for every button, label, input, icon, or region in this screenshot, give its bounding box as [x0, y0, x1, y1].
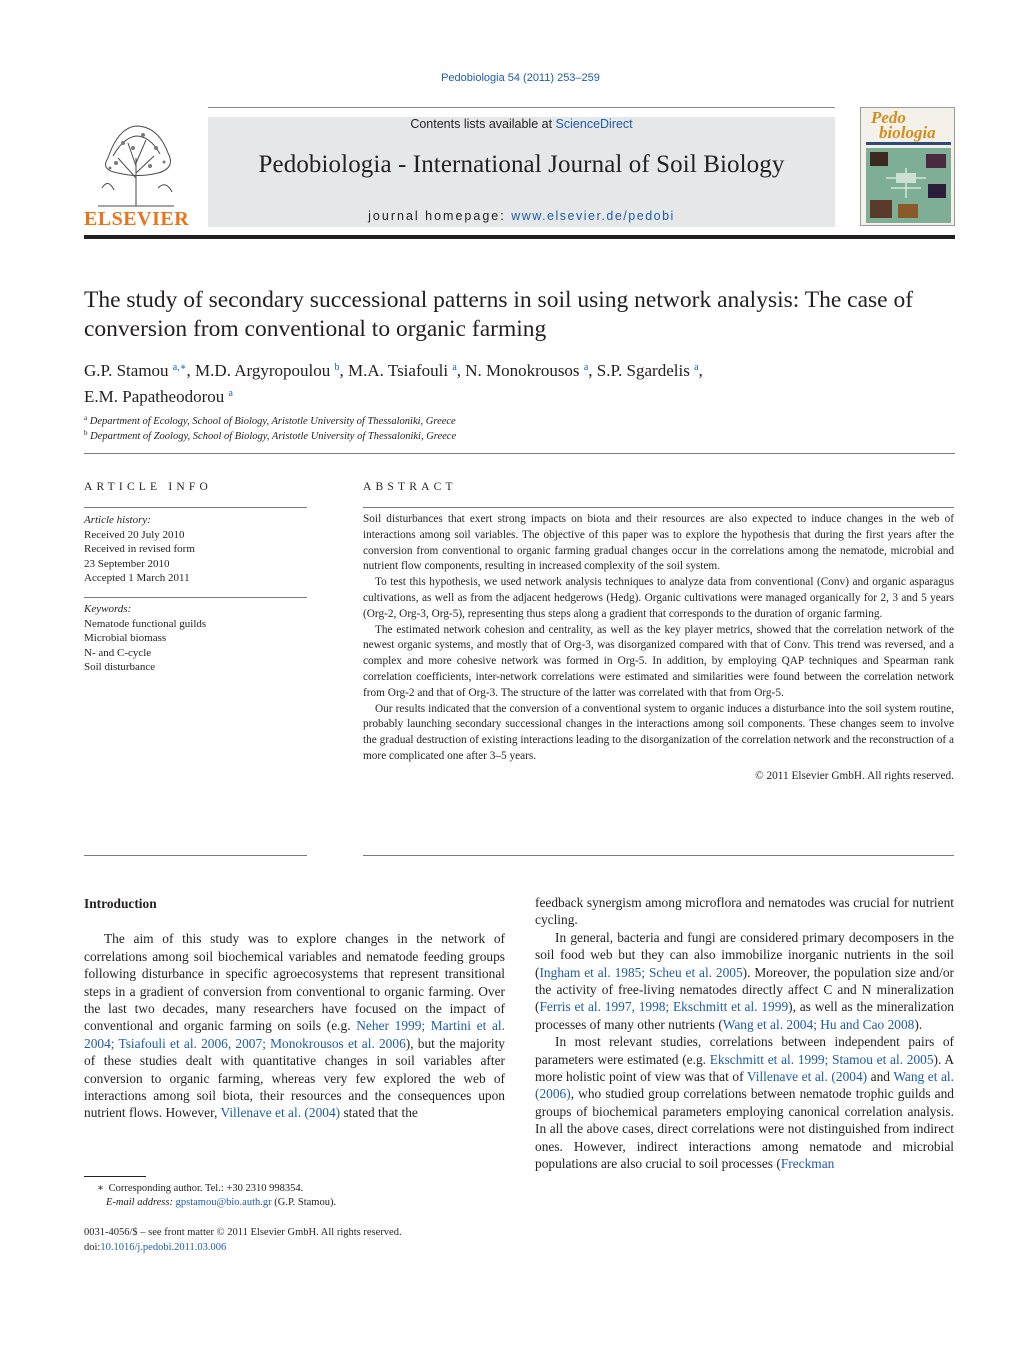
citation-link[interactable]: Villenave et al. (2004) — [220, 1105, 341, 1121]
keywords — [84, 602, 206, 675]
article-info-heading: ARTICLE INFO — [84, 481, 212, 493]
email-label: E-mail address: — [106, 1197, 173, 1208]
body-right-column — [535, 894, 954, 1173]
doi-link[interactable]: 10.1016/j.pedobi.2011.03.006 — [100, 1242, 227, 1253]
citation-link[interactable]: Villenave et al. (2004) — [746, 1069, 868, 1085]
cover-title-part2: biologia — [879, 123, 936, 142]
copyright-notice: © 2011 Elsevier GmbH. All rights reserved. — [755, 769, 954, 782]
article-info-rule — [84, 507, 307, 508]
contents-line — [208, 117, 835, 131]
affiliation-divider — [84, 453, 955, 454]
author-affiliation-mark[interactable]: a,∗ — [172, 362, 187, 373]
keywords-rule — [84, 597, 307, 598]
author-affiliation-mark[interactable]: a — [583, 362, 589, 373]
contents-prefix: Contents lists available at — [410, 117, 553, 131]
journal-masthead — [208, 117, 835, 227]
article-history — [84, 513, 195, 586]
author-affiliation-mark[interactable]: a — [228, 388, 233, 399]
abstract-paragraph: Soil disturbances that exert strong impacts on biota and their resources are also expected to induce changes in the web of interactions among soil variables. The objective of this paper was to explore the hypothesis that during the first years after the conversion from conventional to organic farming gradual changes occur in the correlations among the nematode, microbial and nutrient flow components, resulting in increased complexity of the soil system. — [363, 513, 954, 573]
author-list — [84, 356, 964, 408]
email-note: E-mail address: gpstamou@bio.auth.gr (G.P. Stamou). — [106, 1197, 337, 1208]
citation-link[interactable]: Wang et al. (2006) — [535, 1069, 954, 1102]
history-item: 23 September 2010 — [84, 557, 170, 570]
author: M.A. Tsiafouli $^a$, — [348, 361, 466, 380]
section-heading-introduction: Introduction — [84, 896, 157, 911]
history-item: Received in revised form — [84, 543, 195, 555]
history-item: Received 20 July 2010 — [84, 528, 185, 541]
citation-link[interactable]: Ferris et al. 1997, 1998; Ekschmitt et al. 1999 — [539, 999, 789, 1015]
history-item: Accepted 1 March 2011 — [84, 572, 190, 584]
abstract-paragraph: To test this hypothesis, we used network analysis techniques to analyze data from conventional (Conv) and organic asparagus cultivations, as well as from the adjacent hedgerows (Hedg). Organic cultivations were managed organically for 2, 3 and 5 years (Org-2, Org-3, Org-5), representing thus steps along a gradient that corresponds to the duration of organic farming. — [363, 576, 954, 620]
abstract-text — [363, 512, 954, 785]
abstract-paragraph: Our results indicated that the conversion of a conventional system to organic induces a disturbance into the soil system routine, probably launching secondary successional changes in the interactions among soil components. These changes seem to involve the gradual destruction of existing interactions leading to the disorganization of the correlation network and the reconstruction of a more complicated one after 3–5 years. — [363, 702, 954, 762]
keywords-label: Keywords: — [84, 603, 132, 615]
author: M.D. Argyropoulou $^b$, — [195, 361, 349, 380]
elsevier-wordmark: ELSEVIER — [84, 208, 190, 230]
journal-title: Pedobiologia - International Journal of Soil Biology — [258, 151, 785, 178]
issn-line: 0031-4056/$ – see front matter © 2011 Elsevier GmbH. All rights reserved. — [84, 1227, 402, 1238]
body-paragraph: In general, bacteria and fungi are considered primary decomposers in the soil food web but they can also immobilize inorganic nutrients in the soil (Ingham et al. 1985; Scheu et al. 2005). Moreover, the population size and/or the activity of free-living nematodes directly affect C and N mineralization (Ferris et al. 1997, 1998; Ekschmitt et al. 1999), as well as the mineralization processes of many other nutrients (Wang et al. 2004; Hu and Cao 2008). — [535, 929, 954, 1032]
cover-title-part1: Pedo — [871, 108, 906, 127]
citation-link[interactable]: Neher 1999; Martini et al. 2004; Tsiafouli et al. 2006, 2007; Monokrousos et al. 2006 — [84, 1018, 505, 1051]
cover-image — [866, 148, 951, 223]
history-label: Article history: — [84, 514, 151, 526]
body-left-column — [84, 893, 505, 1122]
sciencedirect-link[interactable]: ScienceDirect — [555, 117, 633, 131]
homepage-label: journal homepage: — [368, 209, 506, 223]
footnote-rule — [84, 1176, 146, 1177]
citation-link[interactable]: Wang et al. 2004; Hu and Cao 2008 — [722, 1016, 915, 1032]
author-affiliation-mark[interactable]: b — [334, 362, 340, 373]
masthead-top-rule — [208, 107, 835, 108]
doi-line: doi:10.1016/j.pedobi.2011.03.006 — [84, 1242, 227, 1253]
article-info-bottom-rule — [84, 855, 307, 856]
author: S.P. Sgardelis $^a$, — [596, 361, 703, 380]
abstract-paragraph: The estimated network cohesion and centrality, as well as the key player metrics, showed that the correlation network of the newest organic systems, and mostly that of Org-3, was disorganized compared with that of Conv. This trend was reversed, and a complex and more cohesive network was formed in Org-5. In addition, by employing QAP techniques and Spearman rank correlation coefficients, inter-network correlations were estimated and similarities were found between the correlation network from Org-2 and that of Org-3. The structure of the latter was correlated with that from Org-5. — [363, 623, 954, 699]
citation-link[interactable]: Ekschmitt et al. 1999; Stamou et al. 2005 — [709, 1051, 934, 1067]
corresponding-author-note: ∗ Corresponding author. Tel.: +30 2310 998354. — [84, 1182, 303, 1197]
affiliation-b: $^b$ Department of Zoology, School of Biology, Aristotle University of Thessaloniki, Greece — [84, 429, 457, 442]
journal-reference[interactable]: Pedobiologia 54 (2011) 253–259 — [441, 72, 600, 84]
header-thick-rule — [84, 235, 955, 239]
abstract-heading: ABSTRACT — [363, 481, 457, 493]
elsevier-tree-icon — [88, 118, 184, 210]
article-title: The study of secondary successional patterns in soil using network analysis: The case of conversion from conventional to organic farming — [84, 287, 914, 342]
author-affiliation-mark[interactable]: a — [452, 362, 457, 373]
author: E.M. Papatheodorou $^a$ — [84, 387, 233, 406]
body-paragraph: The aim of this study was to explore changes in the network of correlations among soil biochemical variables and nematode feeding groups following disturbance in specific agroecosystems that represent transitional steps in a gradient of conversion from conventional to organic farming. Over the last two decades, many researchers have focused on the impact of conventional and organic farming on soils (e.g. Neher 1999; Martini et al. 2004; Tsiafouli et al. 2006, 2007; Monokrousos et al. 2006), but the majority of these studies dealt with quantitative changes in soil variables after conversion to organic farming, whereas very few explored the web of interactions among soil biota, their resources and the consequences upon nutrient flows. However, Villenave et al. (2004) stated that the — [84, 931, 505, 1121]
footnote-mark: ∗ — [96, 1183, 104, 1194]
affiliation-a: $^a$ Department of Ecology, School of Biology, Aristotle University of Thessaloniki, Greece — [84, 414, 456, 427]
elsevier-logo — [84, 118, 188, 230]
body-paragraph: In most relevant studies, correlations between independent pairs of parameters were estimated (e.g. Ekschmitt et al. 1999; Stamou et al. 2005). A more holistic point of view was that of Villenave et al. (2004) and Wang et al. (2006), who studied group correlations between nematode trophic guilds and groups of biochemical parameters employing canonical correlation analysis. In all the above cases, direct correlations were not distinguished from indirect ones. However, indirect interactions among nematode and microbial populations are also crucial to soil processes (Freckman — [535, 1034, 954, 1172]
keyword: Nematode functional guilds — [84, 617, 207, 630]
abstract-bottom-rule — [363, 855, 954, 856]
author-affiliation-mark[interactable]: a — [694, 362, 699, 373]
citation-link[interactable]: Ingham et al. 1985; Scheu et al. 2005 — [539, 964, 743, 980]
author: G.P. Stamou $^{a,∗}$, — [84, 361, 196, 380]
cover-stripe — [866, 142, 951, 145]
citation-link[interactable]: Freckman — [780, 1156, 835, 1172]
body-paragraph: feedback synergism among microflora and nematodes was crucial for nutrient cycling. — [535, 895, 954, 928]
keyword: N- and C-cycle — [84, 646, 152, 659]
keyword: Microbial biomass — [84, 632, 167, 644]
abstract-rule — [363, 507, 954, 508]
keyword: Soil disturbance — [84, 661, 156, 673]
email-link[interactable]: gpstamou@bio.auth.gr — [175, 1197, 272, 1208]
journal-cover-thumbnail[interactable] — [860, 107, 955, 226]
homepage-link[interactable]: www.elsevier.de/pedobi — [511, 209, 675, 223]
journal-homepage — [208, 209, 835, 223]
author: N. Monokrousos $^a$, — [465, 361, 597, 380]
